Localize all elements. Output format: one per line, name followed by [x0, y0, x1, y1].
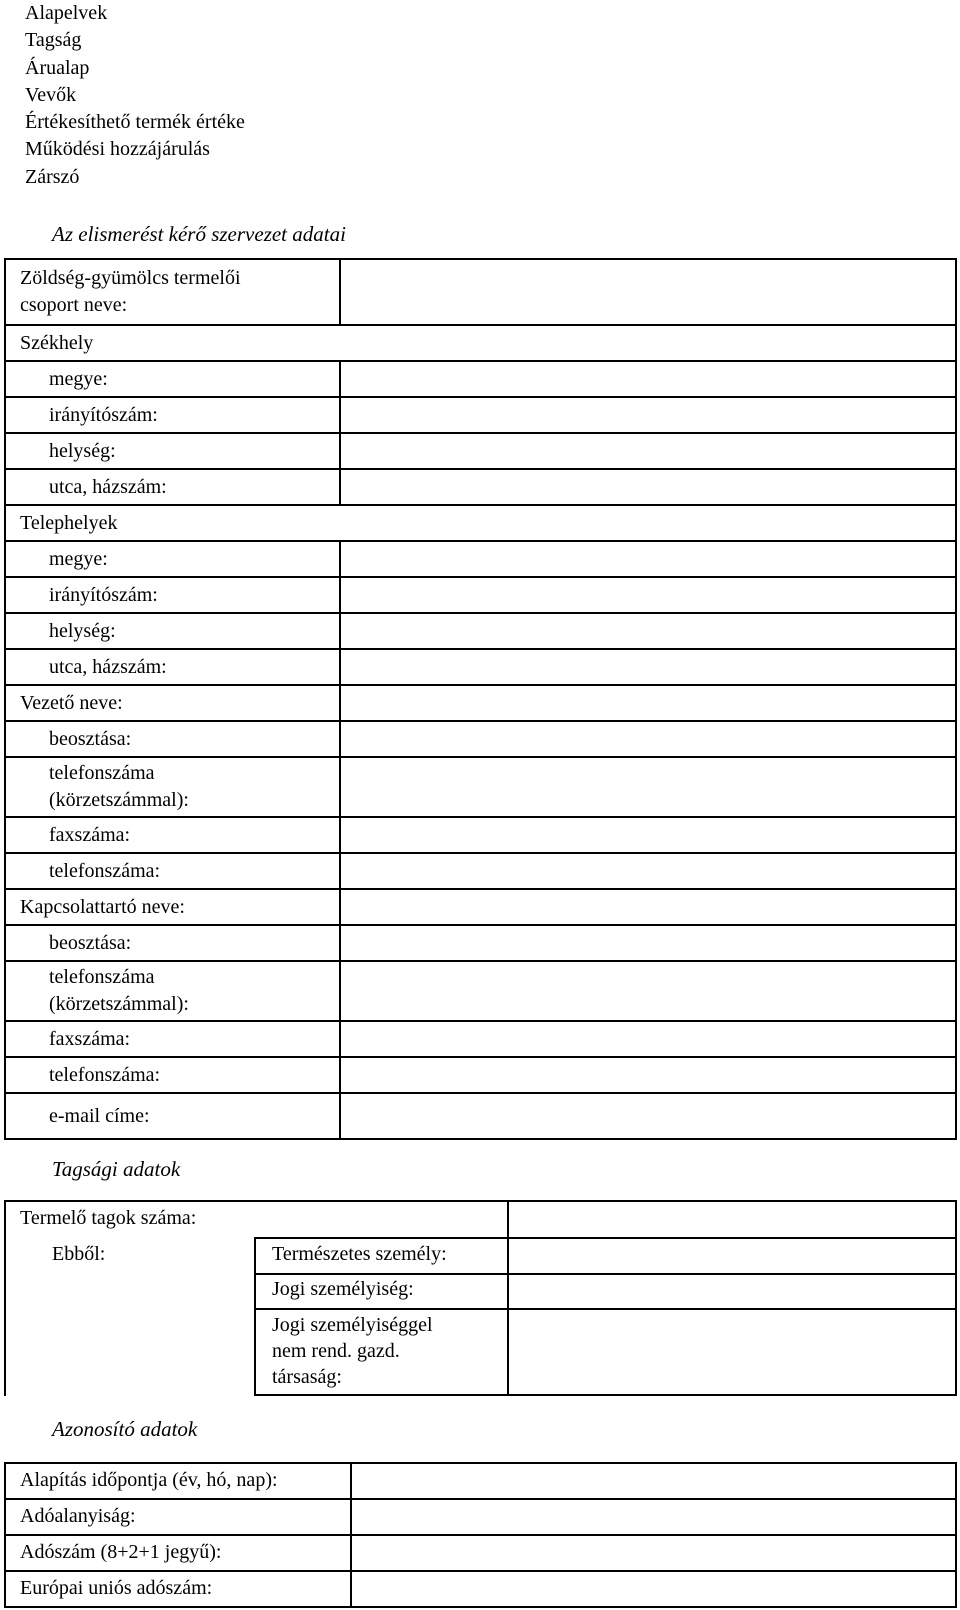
- table-of-contents: [25, 0, 245, 191]
- org-field-input[interactable]: [341, 890, 955, 924]
- org-field-input[interactable]: [341, 962, 955, 1020]
- org-field-label: Kapcsolattartó neve:: [20, 895, 185, 918]
- org-field-label: megye:: [49, 547, 108, 570]
- org-field-label: telefonszáma:: [49, 1063, 161, 1086]
- org-field-input[interactable]: [341, 1022, 955, 1056]
- org-field-label: telefonszáma (körzetszámmal):: [49, 762, 189, 811]
- org-field-input[interactable]: [341, 578, 955, 612]
- org-field-input[interactable]: [341, 470, 955, 504]
- org-field-input[interactable]: [341, 434, 955, 468]
- org-field-label: beosztása:: [49, 727, 132, 750]
- org-field-label: Székhely: [20, 331, 94, 354]
- org-field-input[interactable]: [341, 686, 955, 720]
- id-field-input[interactable]: [352, 1536, 955, 1570]
- org-field-label: helység:: [49, 619, 116, 642]
- org-field-label: Telephelyek: [20, 511, 118, 534]
- org-field-input[interactable]: [341, 854, 955, 888]
- toc-item[interactable]: Tagság: [25, 29, 82, 52]
- section-title-identification: Azonosító adatok: [52, 1417, 198, 1441]
- org-field-label: faxszáma:: [49, 823, 131, 846]
- org-field-label: irányítószám:: [49, 403, 158, 426]
- toc-item[interactable]: Vevők: [25, 83, 77, 106]
- org-field-input[interactable]: [341, 926, 955, 960]
- legal-entity-field[interactable]: [509, 1275, 955, 1308]
- id-field-label: Alapítás időpontja (év, hó, nap):: [20, 1469, 278, 1491]
- org-field-label: faxszáma:: [49, 1027, 131, 1050]
- org-field-input[interactable]: [341, 1058, 955, 1092]
- section-title-organization: Az elismerést kérő szervezet adatai: [52, 222, 346, 246]
- natural-person-label: Természetes személy:: [272, 1243, 447, 1265]
- org-field-input[interactable]: [341, 260, 955, 324]
- toc-item[interactable]: Árualap: [25, 56, 90, 79]
- legal-entity-label: Jogi személyiség:: [272, 1278, 414, 1300]
- org-field-label: e-mail címe:: [49, 1104, 150, 1127]
- org-field-label: Vezető neve:: [20, 691, 123, 714]
- id-field-label: Európai uniós adószám:: [20, 1577, 213, 1599]
- org-field-input[interactable]: [341, 722, 955, 756]
- org-field-input[interactable]: [341, 818, 955, 852]
- id-field-input[interactable]: [352, 1464, 955, 1498]
- members-count-label: Termelő tagok száma:: [20, 1207, 197, 1229]
- toc-item[interactable]: Működési hozzájárulás: [25, 138, 210, 161]
- id-field-input[interactable]: [352, 1572, 955, 1606]
- toc-item[interactable]: Zárszó: [25, 165, 80, 188]
- org-field-label: megye:: [49, 367, 108, 390]
- members-count-field[interactable]: [509, 1202, 955, 1237]
- org-field-input[interactable]: [341, 650, 955, 684]
- id-field-input[interactable]: [352, 1500, 955, 1534]
- org-field-label: telefonszáma (körzetszámmal):: [49, 966, 189, 1015]
- toc-item[interactable]: Értékesíthető termék értéke: [25, 111, 245, 134]
- section-title-membership: Tagsági adatok: [52, 1157, 181, 1181]
- org-field-label: utca, házszám:: [49, 475, 167, 498]
- legal-entity-no-ltd-field[interactable]: [509, 1310, 955, 1394]
- org-field-input[interactable]: [341, 1094, 955, 1138]
- org-field-label: beosztása:: [49, 931, 132, 954]
- org-field-label: telefonszáma:: [49, 859, 161, 882]
- id-field-label: Adószám (8+2+1 jegyű):: [20, 1541, 222, 1563]
- org-field-label: irányítószám:: [49, 583, 158, 606]
- toc-item[interactable]: Alapelvek: [25, 2, 108, 24]
- org-field-input[interactable]: [341, 398, 955, 432]
- of-which-label: Ebből:: [52, 1243, 106, 1265]
- org-field-input[interactable]: [341, 758, 955, 816]
- org-field-label: Zöldség-gyümölcs termelői csoport neve:: [20, 267, 241, 316]
- org-field-label: utca, házszám:: [49, 655, 167, 678]
- id-field-label: Adóalanyiság:: [20, 1505, 136, 1527]
- legal-entity-no-ltd-label: Jogi személyiséggel nem rend. gazd. társaság:: [272, 1314, 433, 1388]
- org-field-input[interactable]: [341, 614, 955, 648]
- natural-person-field[interactable]: [509, 1239, 955, 1273]
- org-field-label: helység:: [49, 439, 116, 462]
- org-field-input[interactable]: [341, 542, 955, 576]
- org-field-input[interactable]: [341, 362, 955, 396]
